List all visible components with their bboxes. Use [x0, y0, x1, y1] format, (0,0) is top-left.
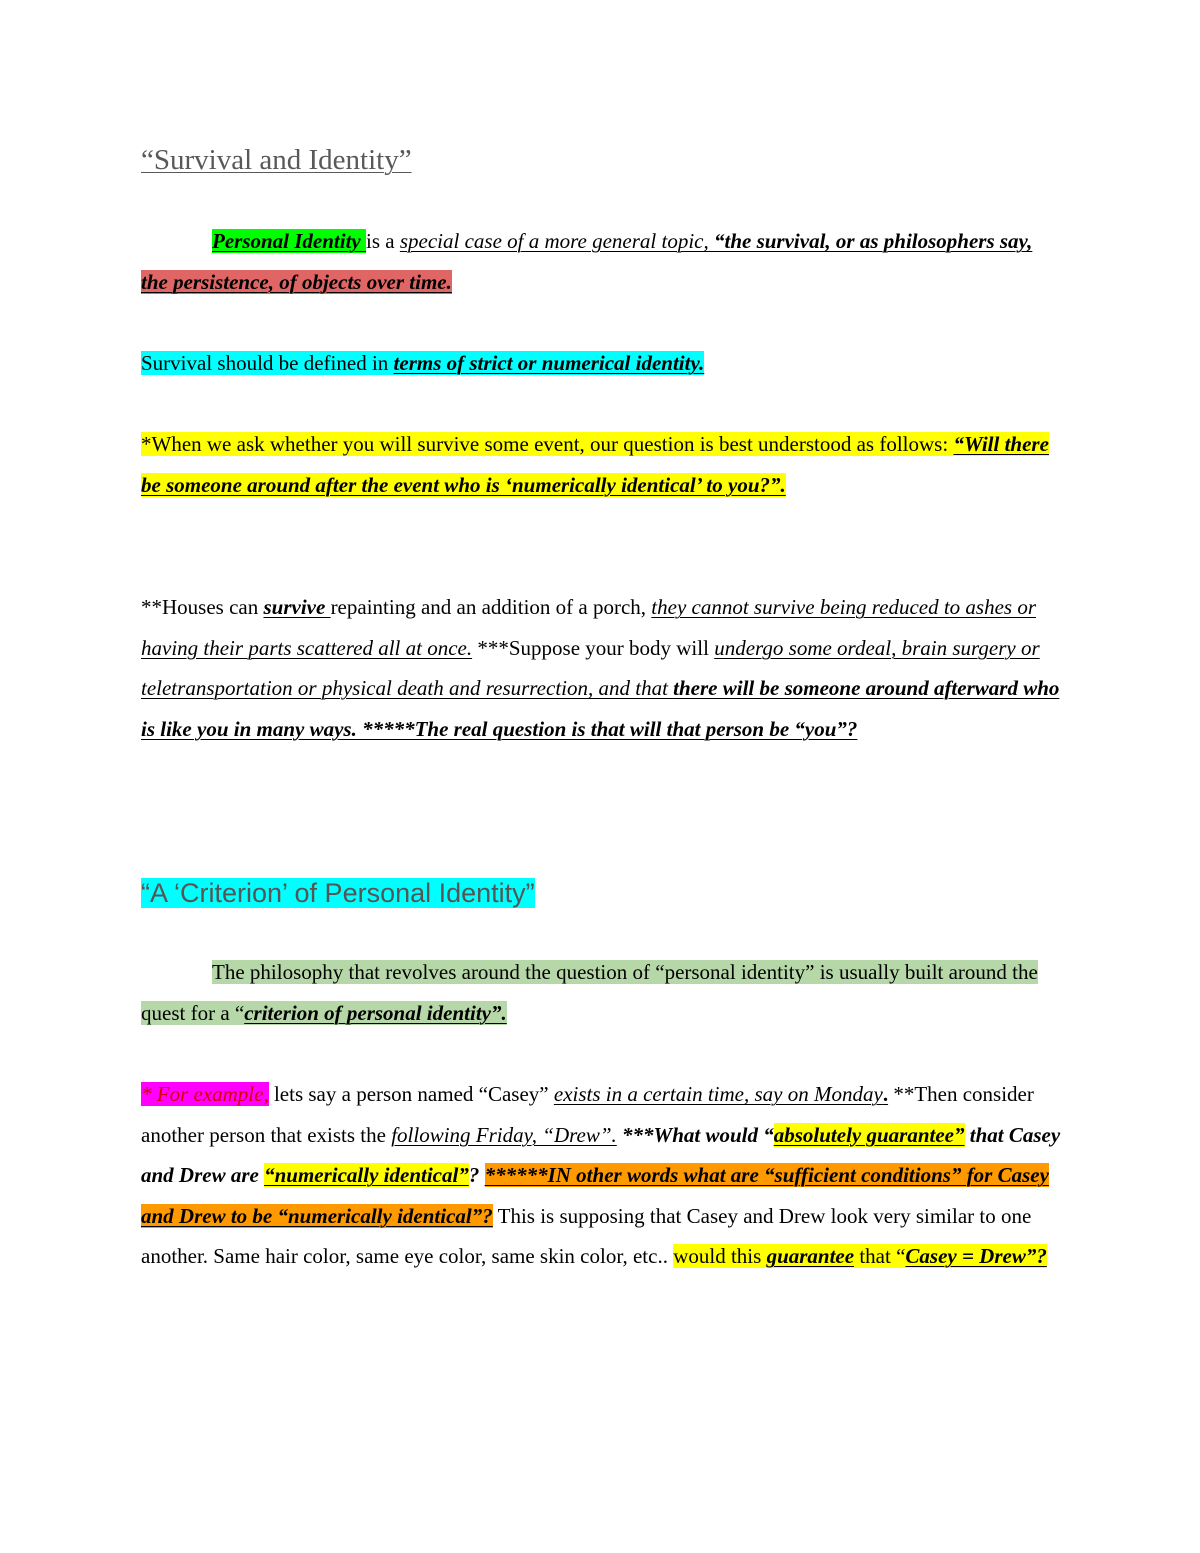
highlight-sufficient-conditions: ******IN other words what are “sufficient conditions” for Casey and Drew to be “numerically identical”? — [141, 1163, 1049, 1228]
paragraph-casey-drew-example: * For example, lets say a person named “Casey” exists in a certain time, say on Monday. **Then consider another person that exists the following Friday, “Drew”. ***What would “absolutely guarantee” that Casey and Drew are “numerically identical”? ******IN other words what are “sufficient conditions” for Casey and Drew to be “numerically identical”? This is supposing that Casey and Drew look very similar to one another. Same hair color, same eye color, same skin color, etc.. would this guarantee that “Casey = Drew”? — [141, 1082, 1061, 1268]
section-title-criterion: “A ‘Criterion’ of Personal Identity” — [141, 878, 535, 908]
paragraph-survival-question: *When we ask whether you will survive some event, our question is best understood as follows: “Will there be someone around after the event who is ‘numerically identical’ to you?”. — [141, 432, 1049, 497]
term-personal-identity: Personal Identity — [212, 229, 367, 253]
paragraph-personal-identity: Personal Identity is a special case of a more general topic, “the survival, or as philosophers say, the persistence, of objects over time. — [141, 229, 1033, 294]
highlight-persistence: the persistence, of objects over time. — [141, 269, 452, 294]
paragraph-criterion-quest: The philosophy that revolves around the question of “personal identity” is usually built around the quest for a “criterion of personal identity”. — [141, 960, 1038, 1025]
paragraph-houses-example: **Houses can survive repainting and an addition of a porch, they cannot survive being reduced to ashes or having their parts scattered all at once. ***Suppose your body will undergo some ordeal, brain surgery or teletransportation or physical death and resurrection, and that there will be someone around afterward who is like you in many ways. *****The real question is that will that person be “you”? — [141, 595, 1060, 741]
paragraph-survival-definition: Survival should be defined in terms of strict or numerical identity. — [141, 351, 705, 375]
section-title-survival-and-identity: “Survival and Identity” — [141, 144, 412, 176]
highlight-for-example: * For example, — [141, 1082, 269, 1106]
